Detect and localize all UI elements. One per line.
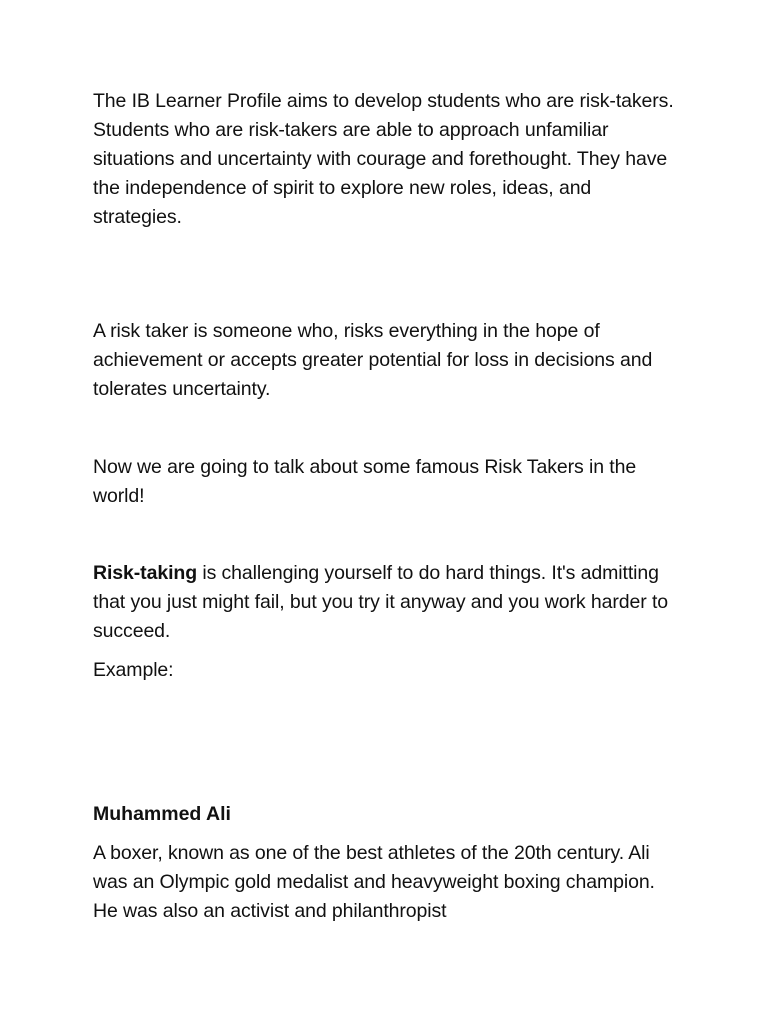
risk-taking-paragraph bbox=[93, 559, 678, 646]
person-description: A boxer, known as one of the best athletes of the 20th century. Ali was an Olympic gold medalist and heavyweight boxing champion. He was also an activist and philanthropist bbox=[93, 842, 655, 922]
risk-taking-term: Risk-taking bbox=[93, 562, 198, 584]
definition-paragraph: A risk taker is someone who, risks everything in the hope of achievement or accepts greater potential for loss in decisions and tolerates uncertainty. bbox=[93, 320, 653, 400]
example-label: Example: bbox=[93, 659, 174, 681]
transition-paragraph: Now we are going to talk about some famous Risk Takers in the world! bbox=[93, 456, 637, 507]
risk-taking-text: is challenging yourself to do hard things. It's admitting that you just might fail, but you try it anyway and you work harder to succeed. bbox=[93, 562, 669, 642]
intro-paragraph: The IB Learner Profile aims to develop students who are risk-takers. Students who are risk-takers are able to approach unfamiliar situations and uncertainty with courage and forethought. They have the independence of spirit to explore new roles, ideas, and strategies. bbox=[93, 90, 674, 228]
person-name-heading: Muhammed Ali bbox=[93, 803, 231, 825]
